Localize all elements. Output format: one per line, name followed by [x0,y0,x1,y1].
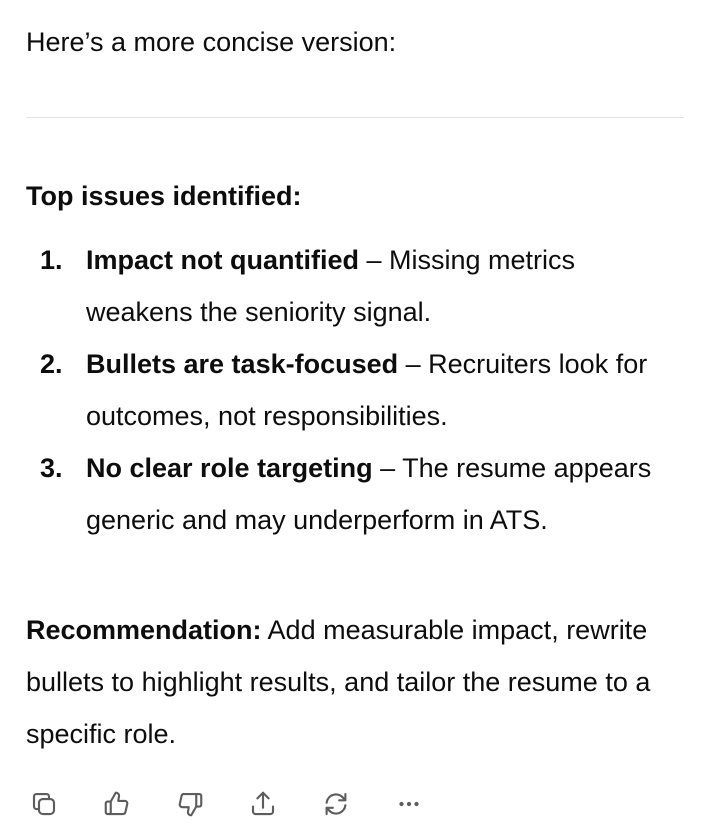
regenerate-button[interactable] [318,786,354,822]
list-item-number: 2. [40,349,63,379]
recommendation [26,604,686,760]
list-item [26,234,686,338]
copy-icon [29,789,59,819]
thumbs-up-icon [102,789,132,819]
recommendation-text: Add measurable impact, rewrite bullets to highlight results, and tailor the resume to a specific role. [26,615,651,749]
issues-heading: Top issues identified: [26,181,302,211]
list-item-number: 1. [40,245,63,275]
recommendation-label: Recommendation: [26,615,262,645]
copy-button[interactable] [26,786,62,822]
intro-text: Here’s a more concise version: [26,27,397,57]
list-item-body [86,442,676,546]
issue-title: No clear role targeting [86,453,373,483]
issue-text: Recruiters look for outcomes, not responsibilities. [86,349,648,431]
issues-list [26,234,686,546]
issue-title: Bullets are task-focused [86,349,399,379]
thumbs-down-icon [175,789,205,819]
share-icon [248,789,278,819]
issue-text: The resume appears generic and may underperform in ATS. [86,453,652,535]
list-item [26,442,686,546]
issue-separator: – [398,349,429,379]
more-icon [394,789,424,819]
divider [26,117,684,118]
issue-title: Impact not quantified [86,245,359,275]
thumbs-up-button[interactable] [99,786,135,822]
list-item [26,338,686,442]
list-item-number: 3. [40,453,63,483]
issue-separator: – [359,245,390,275]
thumbs-down-button[interactable] [172,786,208,822]
issue-text: Missing metrics weakens the seniority signal. [86,245,576,327]
list-item-body [86,338,676,442]
issue-separator: – [372,453,403,483]
list-item-body [86,234,676,338]
regenerate-icon [321,789,351,819]
more-button[interactable] [391,786,427,822]
share-button[interactable] [245,786,281,822]
message-actions [26,786,464,822]
